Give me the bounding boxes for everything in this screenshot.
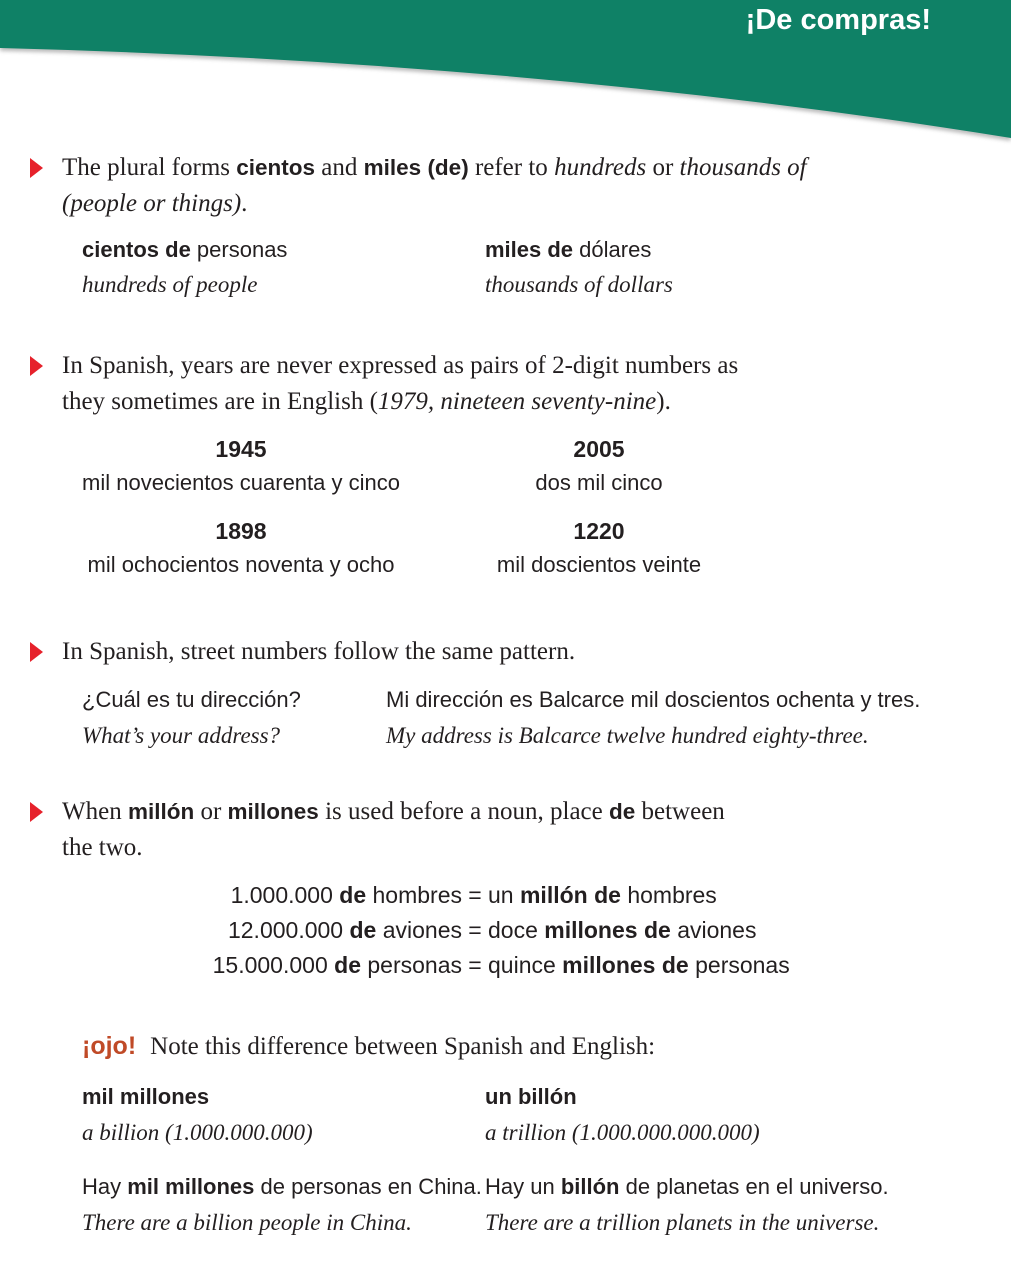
text-segment: Hay bbox=[82, 1174, 128, 1199]
text-segment: doce bbox=[488, 917, 545, 943]
text-segment: 12.000.000 bbox=[227, 917, 350, 943]
year-value: 1945 bbox=[215, 436, 267, 462]
section-millon bbox=[0, 794, 1011, 983]
year-cell bbox=[62, 514, 420, 582]
page-title: ¡De compras! bbox=[745, 4, 931, 36]
section-street-numbers bbox=[0, 634, 1011, 754]
text-segment: (people or things) bbox=[62, 190, 242, 217]
text-segment: Hay un bbox=[485, 1174, 561, 1199]
text-segment: In Spanish, years are never expressed as pairs of 2-digit numbers as bbox=[62, 352, 739, 379]
ojo-label: ¡ojo! bbox=[82, 1032, 137, 1060]
text-segment: miles (de) bbox=[363, 155, 469, 180]
equals-sign: = bbox=[468, 917, 482, 943]
year-words: mil ochocientos noventa y ocho bbox=[87, 552, 395, 577]
text-segment: . bbox=[241, 190, 248, 217]
text-segment: In Spanish, street numbers follow the same pattern. bbox=[62, 638, 576, 665]
ojo-column bbox=[82, 1169, 485, 1241]
ojo-example-spanish bbox=[485, 1169, 1011, 1205]
ojo-column bbox=[82, 1079, 485, 1151]
text-segment: between bbox=[635, 798, 725, 825]
intro-line bbox=[0, 150, 1011, 186]
intro-line bbox=[0, 634, 1011, 670]
text-segment: de bbox=[349, 917, 377, 943]
text-segment: When bbox=[62, 798, 128, 825]
dialog-column bbox=[82, 682, 386, 754]
ojo-term-spanish: mil millones bbox=[82, 1084, 210, 1109]
dialog-question-spanish: ¿Cuál es tu dirección? bbox=[82, 687, 301, 712]
ojo-example-spanish bbox=[82, 1169, 485, 1205]
intro-line bbox=[0, 186, 1011, 222]
text-segment: cientos bbox=[236, 155, 316, 180]
text-segment: personas bbox=[360, 952, 462, 978]
ojo-term-spanish: un billón bbox=[485, 1084, 577, 1109]
text-segment: cientos de bbox=[82, 237, 191, 262]
example-column bbox=[485, 232, 1011, 302]
text-segment: millones bbox=[227, 799, 319, 824]
text-segment: de bbox=[334, 952, 361, 978]
example-english: thousands of dollars bbox=[485, 272, 673, 297]
ojo-term-gloss: a billion (1.000.000.000) bbox=[82, 1120, 313, 1145]
text-segment: de bbox=[609, 799, 636, 824]
ojo-example-english: There are a billion people in China. bbox=[82, 1210, 412, 1235]
ojo-terms-grid bbox=[0, 1079, 1011, 1151]
equations-grid bbox=[200, 878, 1011, 983]
text-segment: mil millones bbox=[127, 1174, 255, 1199]
text-segment: personas bbox=[190, 237, 288, 262]
text-segment: quince bbox=[488, 952, 563, 978]
intro-line bbox=[0, 348, 1011, 384]
text-segment: is used before a noun, place bbox=[318, 798, 609, 825]
text-segment: 1.000.000 bbox=[230, 882, 340, 908]
text-segment: hundreds bbox=[554, 154, 647, 181]
year-value: 2005 bbox=[573, 436, 625, 462]
year-cell bbox=[420, 514, 778, 582]
ojo-title bbox=[0, 1028, 1011, 1065]
text-segment: and bbox=[315, 154, 364, 181]
intro-line bbox=[0, 384, 1011, 420]
text-segment: or bbox=[646, 154, 680, 181]
text-segment: hombres bbox=[366, 882, 462, 908]
year-cell bbox=[62, 432, 420, 500]
text-segment: dólares bbox=[573, 237, 652, 262]
text-segment: 15.000.000 bbox=[212, 952, 335, 978]
example-spanish bbox=[82, 232, 485, 267]
equation-right bbox=[488, 878, 1011, 913]
text-segment: un bbox=[488, 882, 520, 908]
text-segment: millón de bbox=[519, 882, 621, 908]
bullet-triangle-icon bbox=[30, 356, 43, 376]
dialog-answer-english: My address is Balcarce twelve hundred eighty-three. bbox=[386, 723, 869, 748]
bullet-triangle-icon bbox=[30, 802, 43, 822]
text-segment: millón bbox=[127, 799, 195, 824]
dialog-question-english: What’s your address? bbox=[82, 723, 281, 748]
intro-line bbox=[0, 830, 1011, 866]
equals-sign: = bbox=[468, 952, 482, 978]
year-value: 1898 bbox=[215, 518, 267, 544]
dialog-answer-spanish: Mi dirección es Balcarce mil doscientos ochenta y tres. bbox=[386, 687, 921, 712]
equation-left bbox=[200, 878, 462, 913]
text-segment: they sometimes are in English ( bbox=[62, 388, 378, 415]
ojo-examples-grid bbox=[0, 1169, 1011, 1241]
ojo-note-text: Note this difference between Spanish and English: bbox=[150, 1033, 656, 1060]
section-plural-forms bbox=[0, 150, 1011, 302]
intro-line bbox=[0, 794, 1011, 830]
ojo-term-gloss: a trillion (1.000.000.000.000) bbox=[485, 1120, 760, 1145]
text-segment: refer to bbox=[468, 154, 555, 181]
example-spanish bbox=[485, 232, 1011, 267]
example-english: hundreds of people bbox=[82, 272, 258, 297]
bullet-triangle-icon bbox=[30, 158, 43, 178]
equation-left bbox=[200, 948, 462, 983]
years-grid bbox=[62, 432, 1011, 582]
year-words: dos mil cinco bbox=[535, 470, 663, 495]
text-segment: the two. bbox=[62, 834, 143, 861]
text-segment: aviones bbox=[670, 917, 757, 943]
ojo-example-english: There are a trillion planets in the universe. bbox=[485, 1210, 880, 1235]
page-banner bbox=[0, 0, 1011, 160]
text-segment: hombres bbox=[620, 882, 717, 908]
text-segment: personas bbox=[688, 952, 790, 978]
equation-right bbox=[488, 913, 1011, 948]
dialog-grid bbox=[0, 682, 1011, 754]
text-segment: de planetas en el universo. bbox=[619, 1174, 889, 1199]
year-words: mil novecientos cuarenta y cinco bbox=[82, 470, 400, 495]
section-years bbox=[0, 348, 1011, 582]
text-segment: aviones bbox=[376, 917, 462, 943]
text-segment: The plural forms bbox=[62, 154, 237, 181]
bullet-triangle-icon bbox=[30, 642, 43, 662]
ojo-note-section bbox=[0, 1028, 1011, 1241]
text-segment: millones de bbox=[562, 952, 689, 978]
examples-grid bbox=[0, 232, 1011, 302]
text-segment: millones de bbox=[544, 917, 671, 943]
text-segment: thousands of bbox=[679, 154, 807, 181]
equation-right bbox=[488, 948, 1011, 983]
text-segment: ). bbox=[656, 388, 671, 415]
year-cell bbox=[420, 432, 778, 500]
ojo-column bbox=[485, 1169, 1011, 1241]
equals-sign: = bbox=[468, 882, 482, 908]
year-value: 1220 bbox=[573, 518, 625, 544]
text-segment: billón bbox=[560, 1174, 620, 1199]
text-segment: de personas en China. bbox=[254, 1174, 482, 1199]
text-segment: or bbox=[194, 798, 228, 825]
year-words: mil doscientos veinte bbox=[496, 552, 702, 577]
equation-left bbox=[200, 913, 462, 948]
dialog-column bbox=[386, 682, 1011, 754]
example-column bbox=[82, 232, 485, 302]
text-segment: 1979, nineteen seventy-nine bbox=[377, 388, 657, 415]
ojo-column bbox=[485, 1079, 1011, 1151]
text-segment: de bbox=[339, 882, 367, 908]
text-segment: miles de bbox=[485, 237, 574, 262]
